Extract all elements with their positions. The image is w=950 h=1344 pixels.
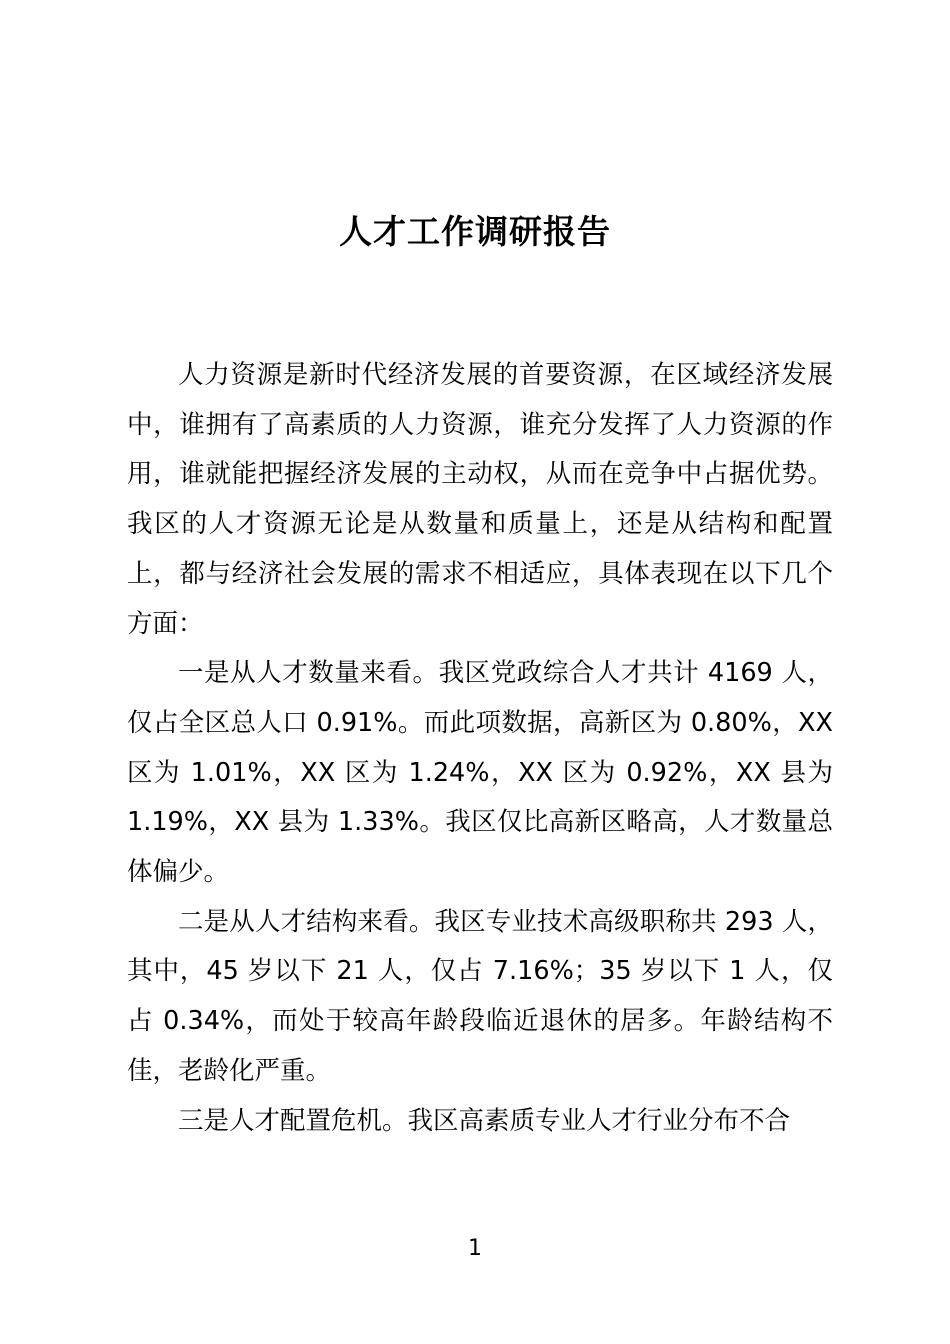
document-body: [127, 351, 833, 1146]
paragraph-talent-allocation: 三是人才配置危机。我区高素质专业人才行业分布不合: [178, 1105, 791, 1136]
paragraph-talent-structure: 二是从人才结构来看。我区专业技术高级职称共 293 人，其中，45 岁以下 21 人，仅占 7.16%；35 岁以下 1 人，仅占 0.34%，而处于较高年龄段临近退休的居多。年龄结构不佳，老龄化严重。: [127, 906, 833, 1086]
paragraph-intro: 人力资源是新时代经济发展的首要资源，在区域经济发展中，谁拥有了高素质的人力资源，谁充分发挥了人力资源的作用，谁就能把握经济发展的主动权，从而在竞争中占据优势。我区的人才资源无论是从数量和质量上，还是从结构和配置上，都与经济社会发展的需求不相适应，具体表现在以下几个方面：: [127, 360, 833, 639]
page-title: 人才工作调研报告: [339, 212, 611, 251]
paragraph-talent-quantity: 一是从人才数量来看。我区党政综合人才共计 4169 人，仅占全区总人口 0.91%。而此项数据，高新区为 0.80%，XX 区为 1.01%，XX 区为 1.24%，XX 区为 0.92%，XX 县为 1.19%，XX 县为 1.33%。我区仅比高新区略高，人才数量总体偏少。: [127, 658, 833, 888]
page-number: 1: [468, 1236, 482, 1261]
